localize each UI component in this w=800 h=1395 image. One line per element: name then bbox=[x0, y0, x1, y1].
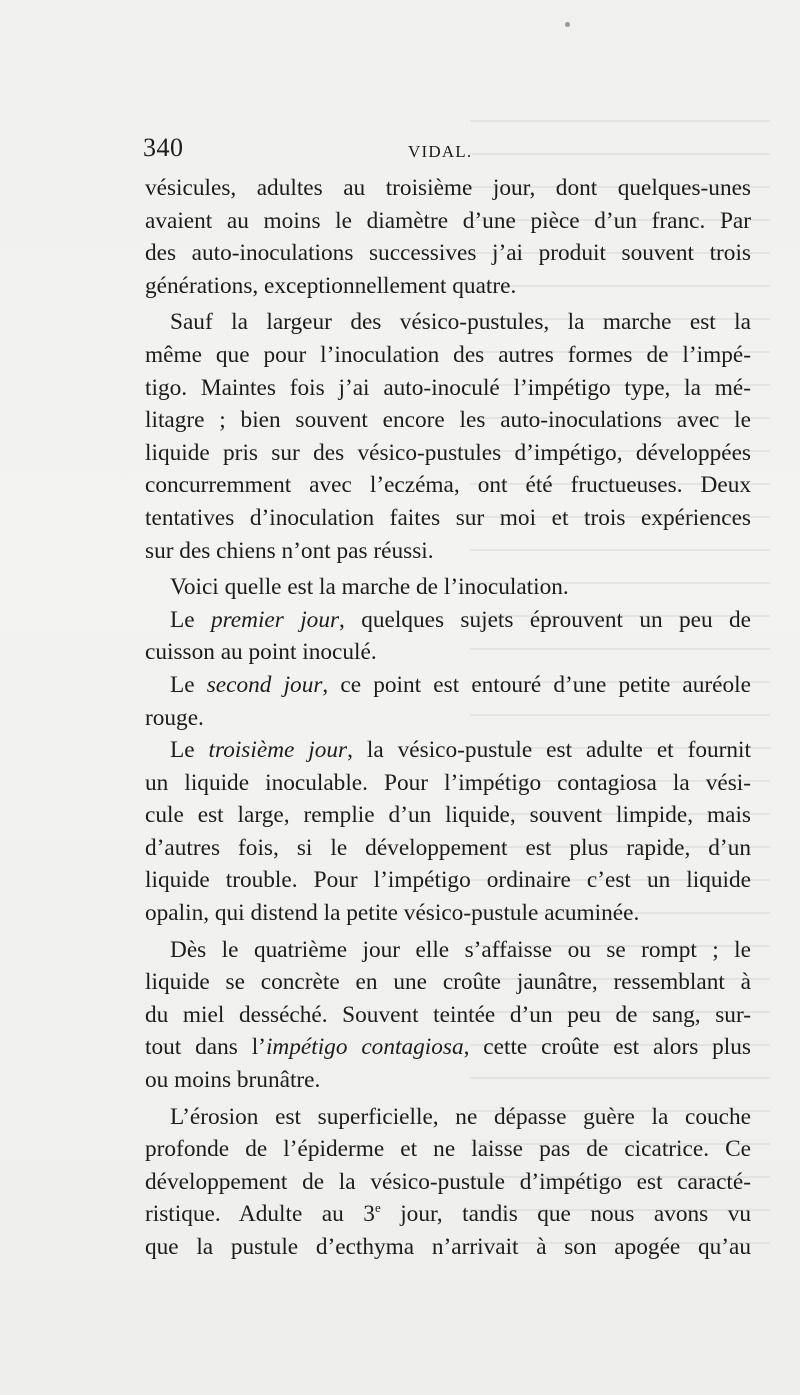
running-head: VIDAL. bbox=[408, 142, 473, 161]
text-run: , quelques sujets éprouvent un peu de bbox=[339, 606, 751, 633]
italic-run: second jour bbox=[206, 671, 323, 698]
text-line: du miel desséché. Souvent teintée d’un peu de sang, sur- bbox=[145, 1001, 751, 1028]
text-line: que la pustule d’ecthyma n’arrivait à son apogée qu’au bbox=[145, 1234, 751, 1260]
text-line: concurremment avec l’eczéma, ont été fructueuses. Deux bbox=[145, 472, 751, 499]
text-line: litagre ; bien souvent encore les auto-inoculations avec le bbox=[145, 407, 751, 434]
text-line: tentatives d’inoculation faites sur moi et trois expériences bbox=[145, 504, 751, 531]
text-line: un liquide inoculable. Pour l’impétigo contagiosa la vési- bbox=[145, 769, 751, 796]
text-line: cule est large, remplie d’un liquide, souvent limpide, mais bbox=[145, 802, 751, 829]
text-run: , ce point est entouré d’une petite auréole bbox=[322, 671, 751, 698]
text-line: cuisson au point inoculé. bbox=[145, 639, 377, 666]
text-line: vésicules, adultes au troisième jour, dont quelques-unes bbox=[145, 175, 751, 201]
text-run: tout dans l’ bbox=[145, 1034, 266, 1061]
text-line: développement de la vésico-pustule d’impétigo est caracté- bbox=[145, 1168, 751, 1195]
text-run: , la vésico-pustule est adulte et fournit bbox=[347, 737, 751, 764]
text-line: Sauf la largeur des vésico-pustules, la marche est la bbox=[170, 309, 751, 336]
italic-run: impétigo contagiosa bbox=[265, 1034, 464, 1061]
text-line: d’autres fois, si le développement est plus rapide, d’un bbox=[145, 834, 751, 861]
italic-run: troisième jour bbox=[208, 737, 348, 764]
superscript: e bbox=[374, 1200, 381, 1216]
text-line: Dès le quatrième jour elle s’affaisse ou se rompt ; le bbox=[170, 936, 751, 963]
page-number: 340 bbox=[143, 133, 184, 162]
text-line: générations, exceptionnellement quatre. bbox=[145, 272, 517, 299]
text-run: Le bbox=[170, 606, 211, 633]
text-line: tigo. Maintes fois j’ai auto-inoculé l’impétigo type, la mé- bbox=[145, 374, 751, 401]
text-run: Le bbox=[170, 671, 207, 698]
italic-run: premier jour bbox=[210, 606, 340, 633]
text-line: L’érosion est superficielle, ne dépasse guère la couche bbox=[170, 1103, 751, 1130]
text-line: profonde de l’épiderme et ne laisse pas de cicatrice. Ce bbox=[145, 1136, 751, 1163]
body-text bbox=[145, 172, 751, 1264]
text-line: sur des chiens n’ont pas réussi. bbox=[145, 537, 434, 564]
text-line: même que pour l’inoculation des autres formes de l’impé- bbox=[145, 341, 751, 368]
ink-speck bbox=[565, 22, 570, 27]
text-line: ou moins brunâtre. bbox=[145, 1067, 321, 1094]
text-line bbox=[145, 669, 751, 702]
text-line: liquide trouble. Pour l’impétigo ordinaire c’est un liquide bbox=[145, 867, 751, 894]
text-line: Voici quelle est la marche de l’inoculation. bbox=[170, 574, 569, 601]
text-line bbox=[145, 604, 751, 637]
text-run: jour, tandis que nous avons vu bbox=[380, 1201, 752, 1228]
text-line bbox=[145, 1198, 751, 1231]
text-line: rouge. bbox=[145, 704, 204, 731]
text-run: ristique. Adulte au 3 bbox=[145, 1201, 375, 1228]
text-line: des auto-inoculations successives j’ai produit souvent trois bbox=[145, 240, 751, 267]
text-run: , cette croûte est alors plus bbox=[463, 1034, 751, 1061]
text-line bbox=[145, 1031, 751, 1064]
text-line: liquide se concrète en une croûte jaunâtre, ressemblant à bbox=[145, 969, 751, 996]
text-line: liquide pris sur des vésico-pustules d’impétigo, développées bbox=[145, 439, 751, 466]
text-line: opalin, qui distend la petite vésico-pustule acuminée. bbox=[145, 900, 640, 927]
page-header bbox=[143, 133, 753, 169]
text-line: avaient au moins le diamètre d’une pièce d’un franc. Par bbox=[145, 207, 751, 234]
text-run: Le bbox=[170, 737, 209, 764]
text-line bbox=[145, 734, 751, 767]
